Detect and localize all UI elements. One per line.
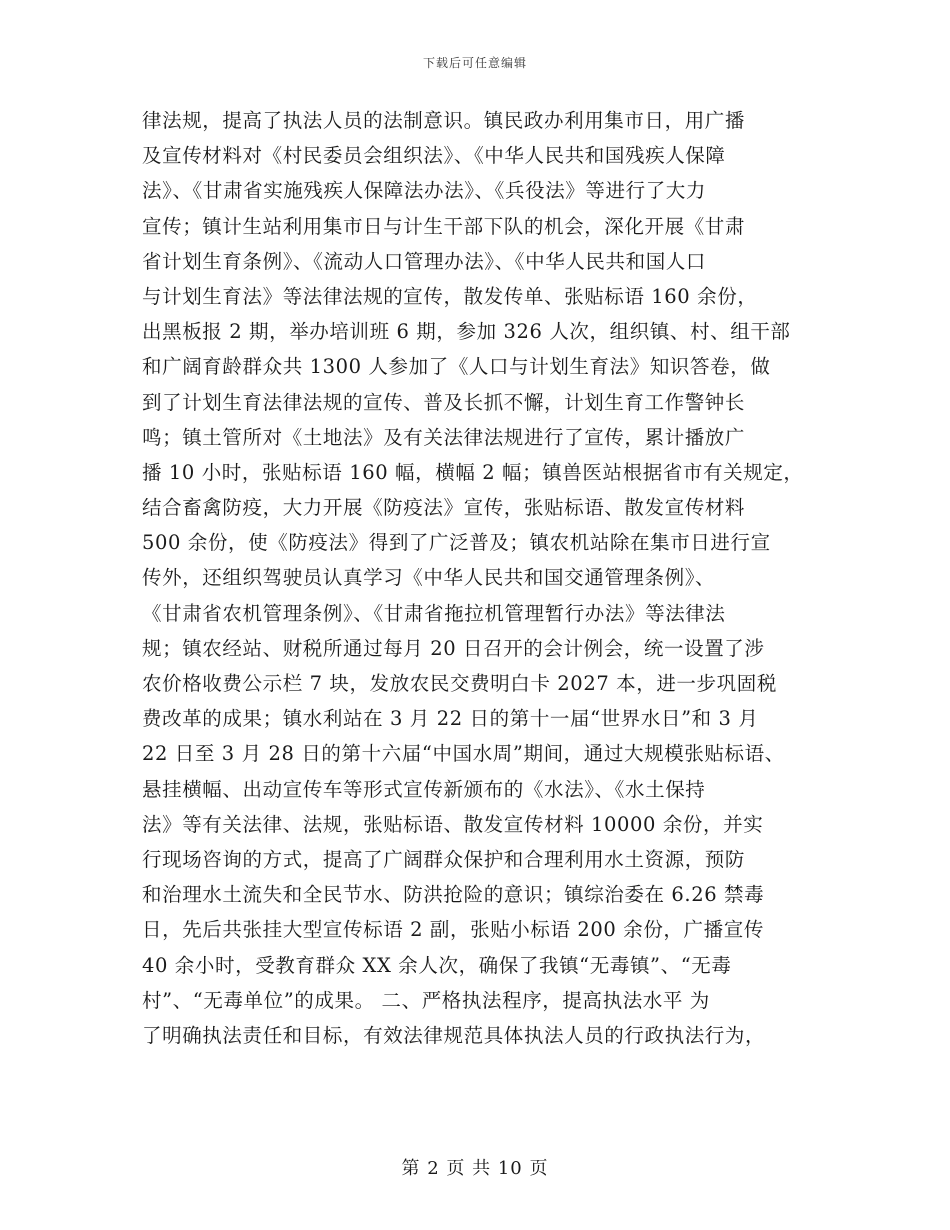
body-text-line: 和广阔育龄群众共 1300 人参加了《人口与计划生育法》知识答卷，做	[142, 355, 771, 379]
page-header-note: 下载后可任意编辑	[422, 56, 527, 70]
body-text-line: 到了计划生育法律法规的宣传、普及长抓不懈，计划生育工作警钟长	[142, 390, 746, 414]
body-text-line: 行现场咨询的方式，提高了广阔群众保护和合理利用水土资源，预防	[142, 847, 746, 871]
body-text-line: 和治理水土流失和全民节水、防洪抢险的意识；镇综治委在 6.26 禁毒	[142, 883, 765, 907]
body-text-line: 宣传；镇计生站利用集市日与计生干部下队的机会，深化开展《甘肃	[142, 214, 746, 238]
body-text-line: 费改革的成果；镇水利站在 3 月 22 日的第十一届“世界水日”和 3 月	[142, 707, 759, 731]
body-text-line: 律法规，提高了执法人员的法制意识。镇民政办利用集市日，用广播	[142, 109, 746, 132]
body-text-line: 法》、《甘肃省实施残疾人保障法办法》、《兵役法》等进行了大力	[142, 179, 707, 203]
body-text-line: 40 余小时，受教育群众 XX 余人次，确保了我镇“无毒镇”、“无毒	[142, 953, 732, 977]
body-text-line: 法》等有关法律、法规，张贴标语、散发宣传材料 10000 余份，并实	[142, 812, 764, 836]
body-text-line: 鸣；镇土管所对《土地法》及有关法律法规进行了宣传，累计播放广	[142, 425, 746, 449]
body-text-line: 结合畜禽防疫，大力开展《防疫法》宣传，张贴标语、散发宣传材料	[142, 496, 746, 520]
body-text-line: 日，先后共张挂大型宣传标语 2 副，张贴小标语 200 余份，广播宣传	[142, 918, 764, 942]
body-text-line: 农价格收费公示栏 7 块，发放农民交费明白卡 2027 本，进一步巩固税	[142, 672, 777, 695]
body-text-line: 出黑板报 2 期，举办培训班 6 期，参加 326 人次，组织镇、村、组干部	[142, 320, 791, 344]
body-text-line: 《甘肃省农机管理条例》、《甘肃省拖拉机管理暂行办法》等法律法	[142, 601, 726, 625]
body-text-line: 传外，还组织驾驶员认真学习《中华人民共和国交通管理条例》、	[142, 566, 716, 590]
body-text-line: 规；镇农经站、财税所通过每月 20 日召开的会计例会，统一设置了涉	[142, 636, 765, 660]
body-text-line: 500 余份，使《防疫法》得到了广泛普及；镇农机站除在集市日进行宣	[142, 531, 771, 555]
body-text-line: 省计划生育条例》、《流动人口管理办法》、《中华人民共和国人口	[142, 249, 707, 273]
body-text-line: 与计划生育法》等法律法规的宣传，散发传单、张贴标语 160 余份，	[142, 284, 758, 308]
body-text-line: 了明确执法责任和目标，有效法律规范具体执法人员的行政执法行为，	[142, 1023, 766, 1047]
body-text-line: 播 10 小时，张贴标语 160 幅，横幅 2 幅；镇兽医站根据省市有关规定，	[142, 460, 804, 484]
body-text-line: 及宣传材料对《村民委员会组织法》、《中华人民共和国残疾人保障	[142, 144, 726, 168]
body-text-line: 村”、“无毒单位”的成果。 二、严格执法程序，提高执法水平 为	[142, 988, 710, 1012]
document-body	[142, 103, 832, 1053]
body-text-line: 22 日至 3 月 28 日的第十六届“中国水周”期间，通过大规模张贴标语、	[142, 742, 785, 766]
body-text-line: 悬挂横幅、出动宣传车等形式宣传新颁布的《水法》、《水土保持	[142, 777, 706, 801]
page-number-footer: 第 2 页 共 10 页	[401, 1158, 549, 1179]
